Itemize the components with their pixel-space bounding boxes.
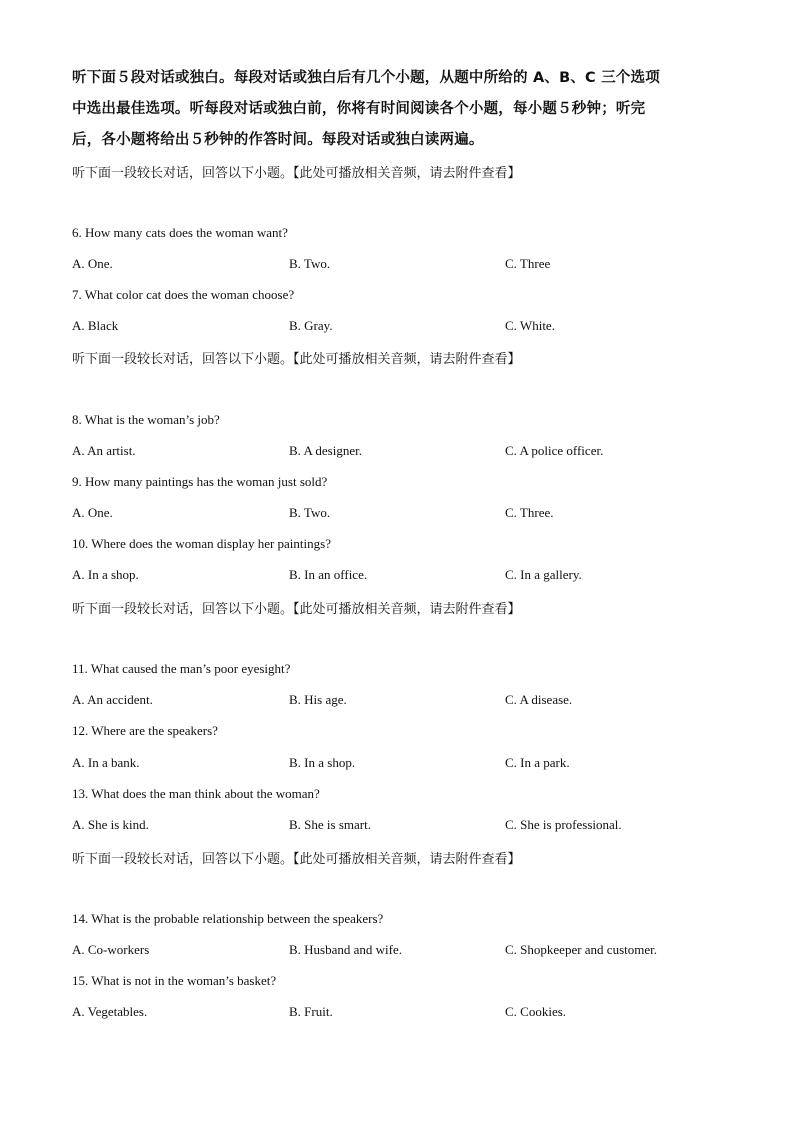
conversation-instruction: 听下面一段较长对话，回答以下小题。【此处可播放相关音频，请去附件查看】 [72,602,521,617]
option-b: B. She is smart. [289,817,371,832]
option-a: A. An accident. [72,692,153,707]
question-text: 8. What is the woman’s job? [72,412,220,427]
option-c: C. She is professional. [505,817,622,832]
option-b: B. In a shop. [289,755,356,770]
question-text: 15. What is not in the woman’s basket? [72,973,277,988]
option-b: B. A designer. [289,443,362,458]
option-a: A. She is kind. [72,817,149,832]
question-text: 13. What does the man think about the woman? [72,786,320,801]
question-text: 11. What caused the man’s poor eyesight? [72,661,291,676]
option-b: B. Husband and wife. [289,942,403,957]
option-c: C. Three. [505,505,554,520]
question-text: 14. What is the probable relationship between the speakers? [72,911,384,926]
option-c: C. A disease. [505,692,573,707]
conversation-instruction: 听下面一段较长对话，回答以下小题。【此处可播放相关音频，请去附件查看】 [72,852,521,867]
option-a: A. One. [72,256,113,271]
conversation-instruction: 听下面一段较长对话，回答以下小题。【此处可播放相关音频，请去附件查看】 [72,166,521,181]
option-b: B. Two. [289,256,331,271]
question-text: 10. Where does the woman display her paintings? [72,536,331,551]
option-a: A. Black [72,318,119,333]
option-b: B. Fruit. [289,1004,333,1019]
option-c: C. A police officer. [505,443,604,458]
option-a: A. An artist. [72,443,136,458]
option-a: A. In a bank. [72,755,140,770]
directions-line: 后，各小题将给出５秒钟的作答时间。每段对话或独白读两遍。 [72,132,484,148]
option-b: B. Two. [289,505,331,520]
section-directions [72,63,732,156]
directions-line: 听下面５段对话或独白。每段对话或独白后有几个小题，从题中所给的 A、B、C 三个选项 [72,70,660,86]
option-a: A. One. [72,505,113,520]
option-c: C. Three [505,256,551,271]
option-c: C. Cookies. [505,1004,567,1019]
option-c: C. In a park. [505,755,570,770]
question-text: 9. How many paintings has the woman just sold? [72,474,328,489]
option-b: B. Gray. [289,318,333,333]
option-c: C. White. [505,318,555,333]
option-c: C. In a gallery. [505,567,582,582]
conversation-instruction: 听下面一段较长对话，回答以下小题。【此处可播放相关音频，请去附件查看】 [72,352,521,367]
directions-line: 中选出最佳选项。听每段对话或独白前，你将有时间阅读各个小题，每小题５秒钟；听完 [72,101,646,117]
question-text: 12. Where are the speakers? [72,723,218,738]
option-b: B. His age. [289,692,347,707]
option-c: C. Shopkeeper and customer. [505,942,657,957]
option-b: B. In an office. [289,567,368,582]
option-a: A. Co-workers [72,942,150,957]
option-a: A. Vegetables. [72,1004,148,1019]
option-a: A. In a shop. [72,567,139,582]
question-text: 6. How many cats does the woman want? [72,225,288,240]
question-text: 7. What color cat does the woman choose? [72,287,295,302]
